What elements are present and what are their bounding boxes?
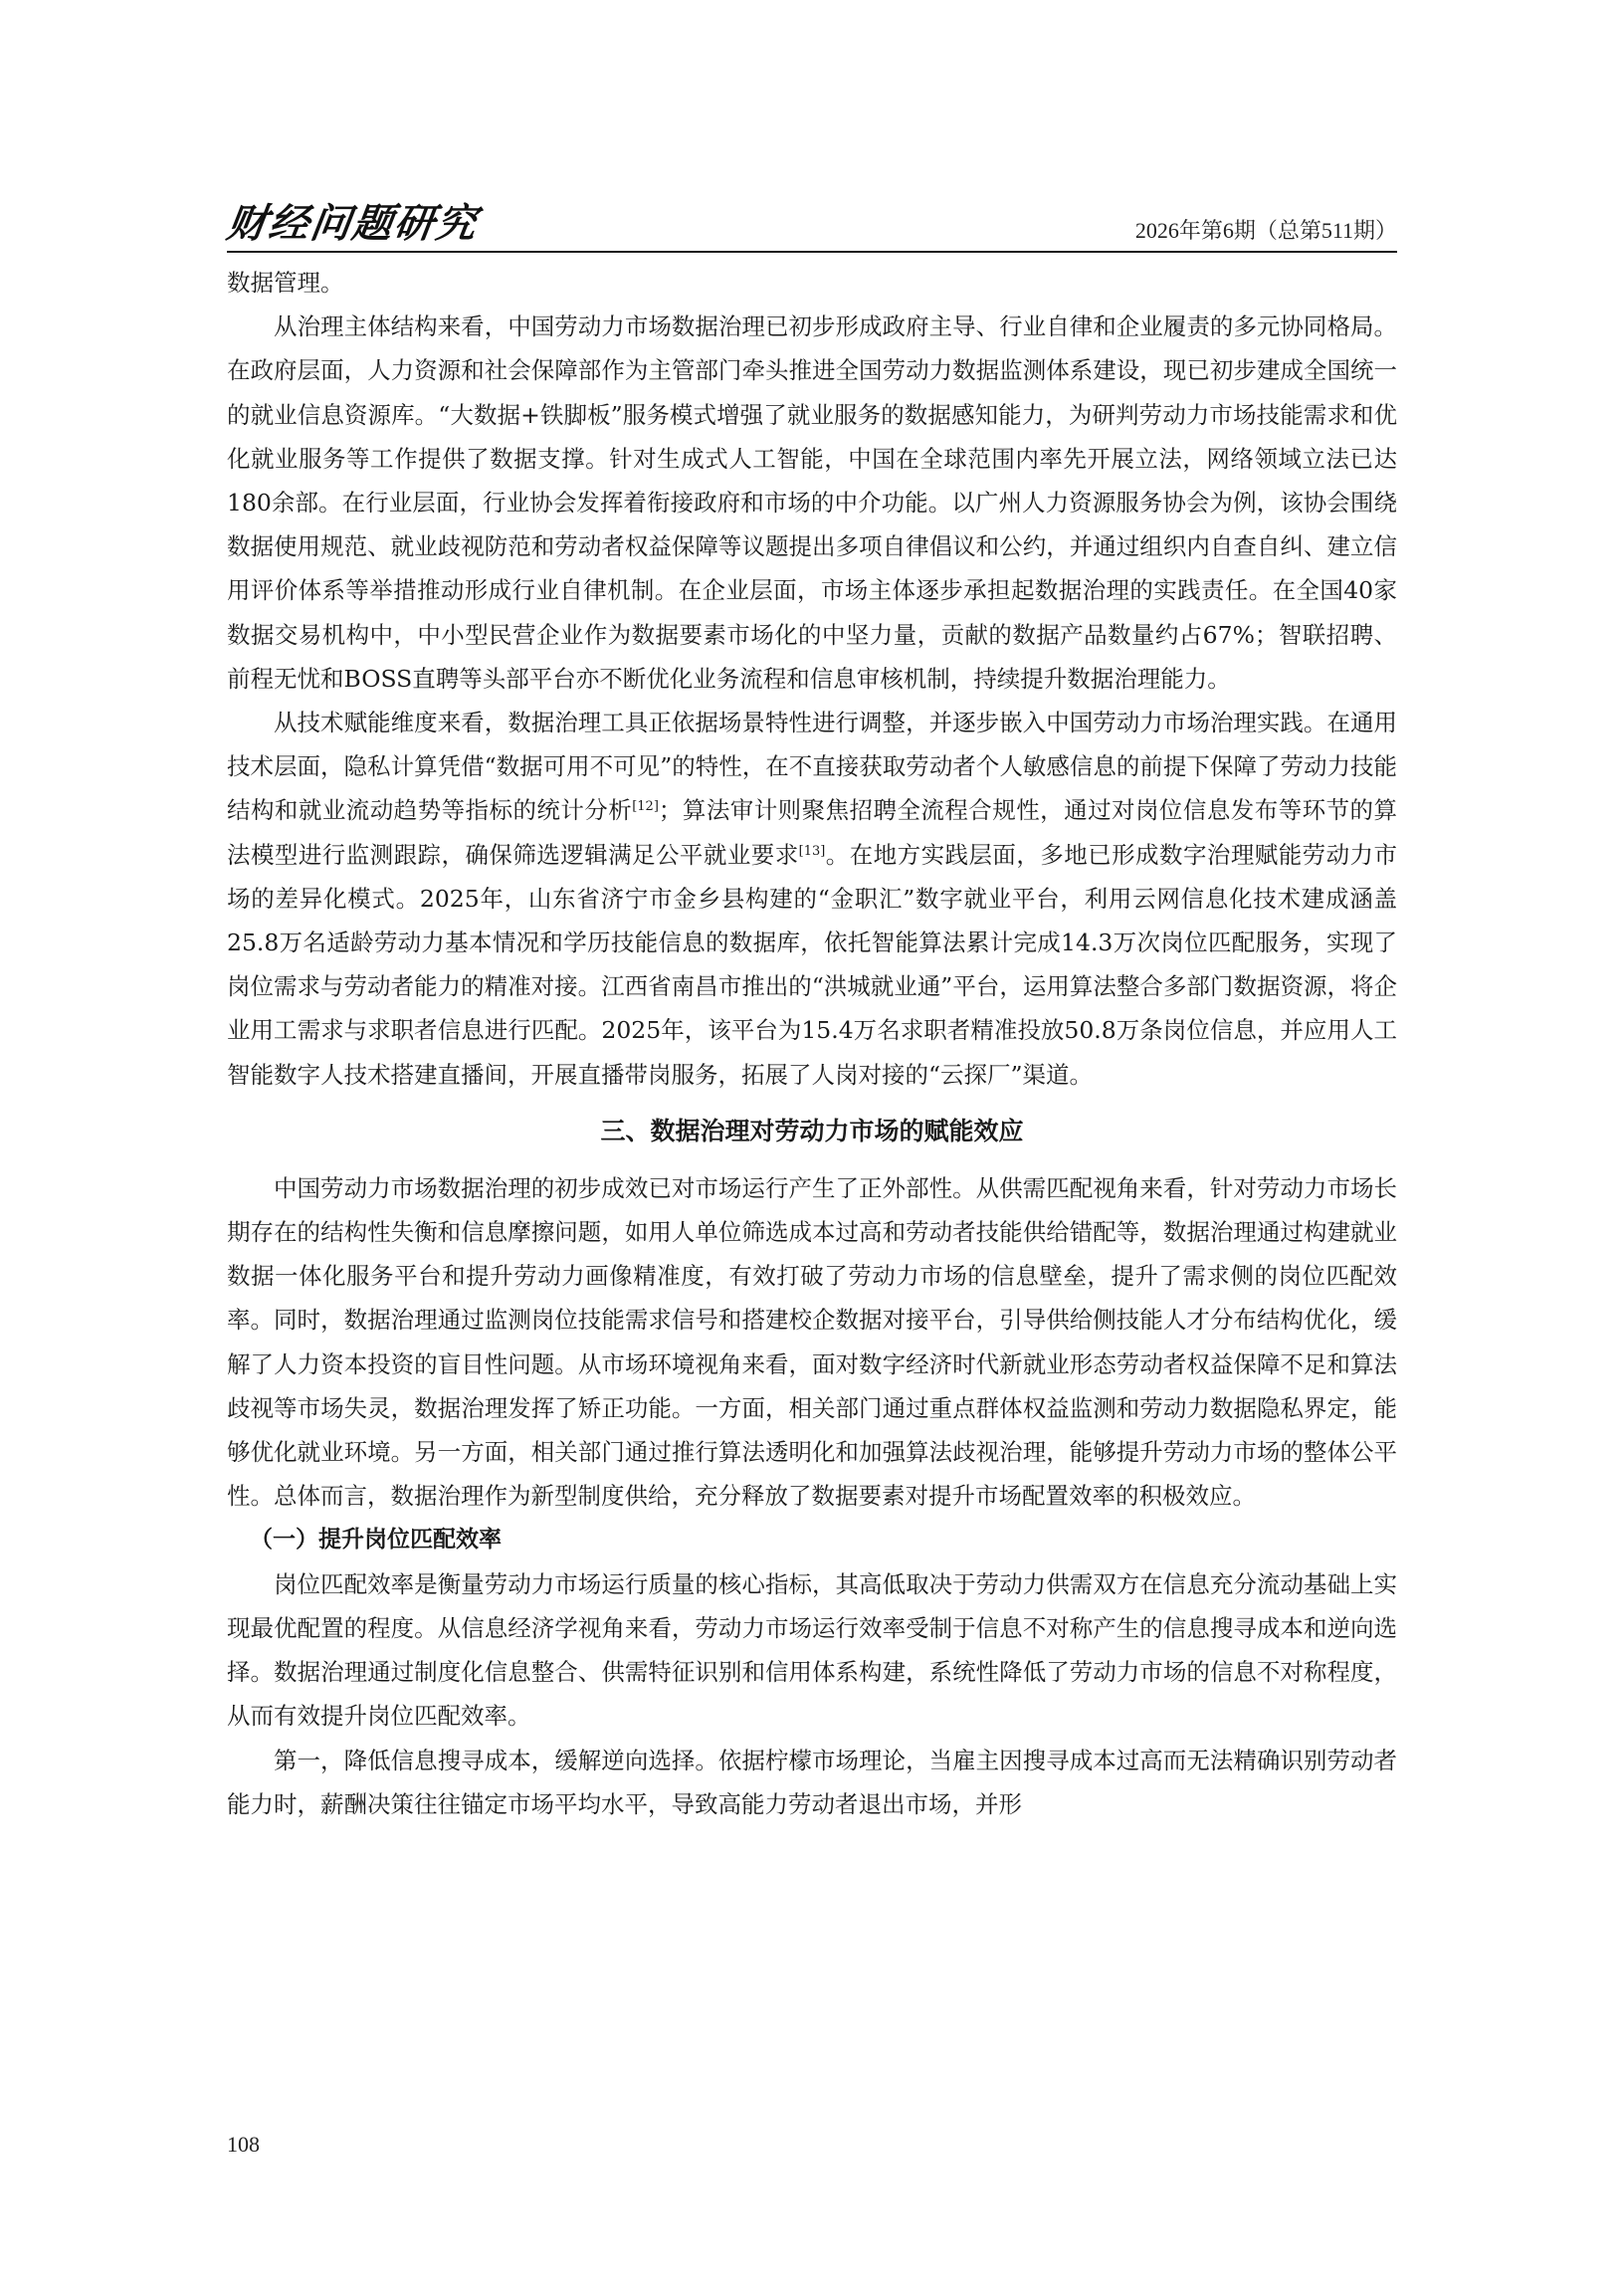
- subsection-heading: （一）提升岗位匹配效率: [250, 1527, 502, 1554]
- journal-logo: 财经问题研究: [223, 200, 482, 247]
- paragraph: [227, 701, 1397, 1097]
- page-number: 108: [227, 2132, 260, 2157]
- paragraph: 数据管理。: [227, 269, 344, 297]
- issue-info: 2026年第6期（总第511期）: [1134, 218, 1397, 243]
- paragraph: 第一，降低信息搜寻成本，缓解逆向选择。依据柠檬市场理论，当雇主因搜寻成本过高而无法精确识别劳动者能力时，薪酬决策往往锚定市场平均水平，导致高能力劳动者退出市场，并形: [227, 1746, 1397, 1818]
- citation: [13]: [798, 843, 826, 859]
- paragraph: 从治理主体结构来看，中国劳动力市场数据治理已初步形成政府主导、行业自律和企业履责的多元协同格局。在政府层面，人力资源和社会保障部作为主管部门牵头推进全国劳动力数据监测体系建设，现已初步建成全国统一的就业信息资源库。“大数据+铁脚板”服务模式增强了就业服务的数据感知能力，为研判劳动力市场技能需求和优化就业服务等工作提供了数据支撑。针对生成式人工智能，中国在全球范围内率先开展立法，网络领域立法已达180余部。在行业层面，行业协会发挥着衔接政府和市场的中介功能。以广州人力资源服务协会为例，该协会围绕数据使用规范、就业歧视防范和劳动者权益保障等议题提出多项自律倡议和公约，并通过组织内自查自纠、建立信用评价体系等举措推动形成行业自律机制。在企业层面，市场主体逐步承担起数据治理的实践责任。在全国40家数据交易机构中，中小型民营企业作为数据要素市场化的中坚力量，贡献的数据产品数量约占67%；智联招聘、前程无忧和BOSS直聘等头部平台亦不断优化业务流程和信息审核机制，持续提升数据治理能力。: [227, 312, 1397, 693]
- paragraph-text: 从技术赋能维度来看，数据治理工具正依据场景特性进行调整，并逐步嵌入中国劳动力市场治理实践。在通用技术层面，隐私计算凭借“数据可用不可见”的特性，在不直接获取劳动者个人敏感信息的前提下保障了劳动力技能结构和就业流动趋势等指标的统计分析: [227, 709, 1397, 825]
- paragraph: 中国劳动力市场数据治理的初步成效已对市场运行产生了正外部性。从供需匹配视角来看，针对劳动力市场长期存在的结构性失衡和信息摩擦问题，如用人单位筛选成本过高和劳动者技能供给错配等，数据治理通过构建就业数据一体化服务平台和提升劳动力画像精准度，有效打破了劳动力市场的信息壁垒，提升了需求侧的岗位匹配效率。同时，数据治理通过监测岗位技能需求信号和搭建校企数据对接平台，引导供给侧技能人才分布结构优化，缓解了人力资本投资的盲目性问题。从市场环境视角来看，面对数字经济时代新就业形态劳动者权益保障不足和算法歧视等市场失灵，数据治理发挥了矫正功能。一方面，相关部门通过重点群体权益监测和劳动力数据隐私界定，能够优化就业环境。另一方面，相关部门通过推行算法透明化和加强算法歧视治理，能够提升劳动力市场的整体公平性。总体而言，数据治理作为新型制度供给，充分释放了数据要素对提升市场配置效率的积极效应。: [227, 1173, 1397, 1511]
- paragraph: 岗位匹配效率是衡量劳动力市场运行质量的核心指标，其高低取决于劳动力供需双方在信息充分流动基础上实现最优配置的程度。从信息经济学视角来看，劳动力市场运行效率受制于信息不对称产生的信息搜寻成本和逆向选择。数据治理通过制度化信息整合、供需特征识别和信用体系构建，系统性降低了劳动力市场的信息不对称程度，从而有效提升岗位匹配效率。: [227, 1569, 1397, 1731]
- running-header: [223, 199, 1397, 253]
- article-body: [227, 261, 1397, 1826]
- section-heading: 三、数据治理对劳动力市场的赋能效应: [600, 1116, 1024, 1145]
- paragraph-text: 。在地方实践层面，多地已形成数字治理赋能劳动力市场的差异化模式。2025年，山东省济宁市金乡县构建的“金职汇”数字就业平台，利用云网信息化技术建成涵盖25.8万名适龄劳动力基本情况和学历技能信息的数据库，依托智能算法累计完成14.3万次岗位匹配服务，实现了岗位需求与劳动者能力的精准对接。江西省南昌市推出的“洪城就业通”平台，运用算法整合多部门数据资源，将企业用工需求与求职者信息进行匹配。2025年，该平台为15.4万名求职者精准投放50.8万条岗位信息，并应用人工智能数字人技术搭建直播间，开展直播带岗服务，拓展了人岗对接的“云探厂”渠道。: [227, 840, 1397, 1089]
- paragraph-text: ；算法审计则聚焦招聘全流程合规性，通过对岗位信息发布等环节的算法模型进行监测跟踪，确保筛选逻辑满足公平就业要求: [227, 796, 1398, 869]
- citation: [12]: [632, 799, 659, 815]
